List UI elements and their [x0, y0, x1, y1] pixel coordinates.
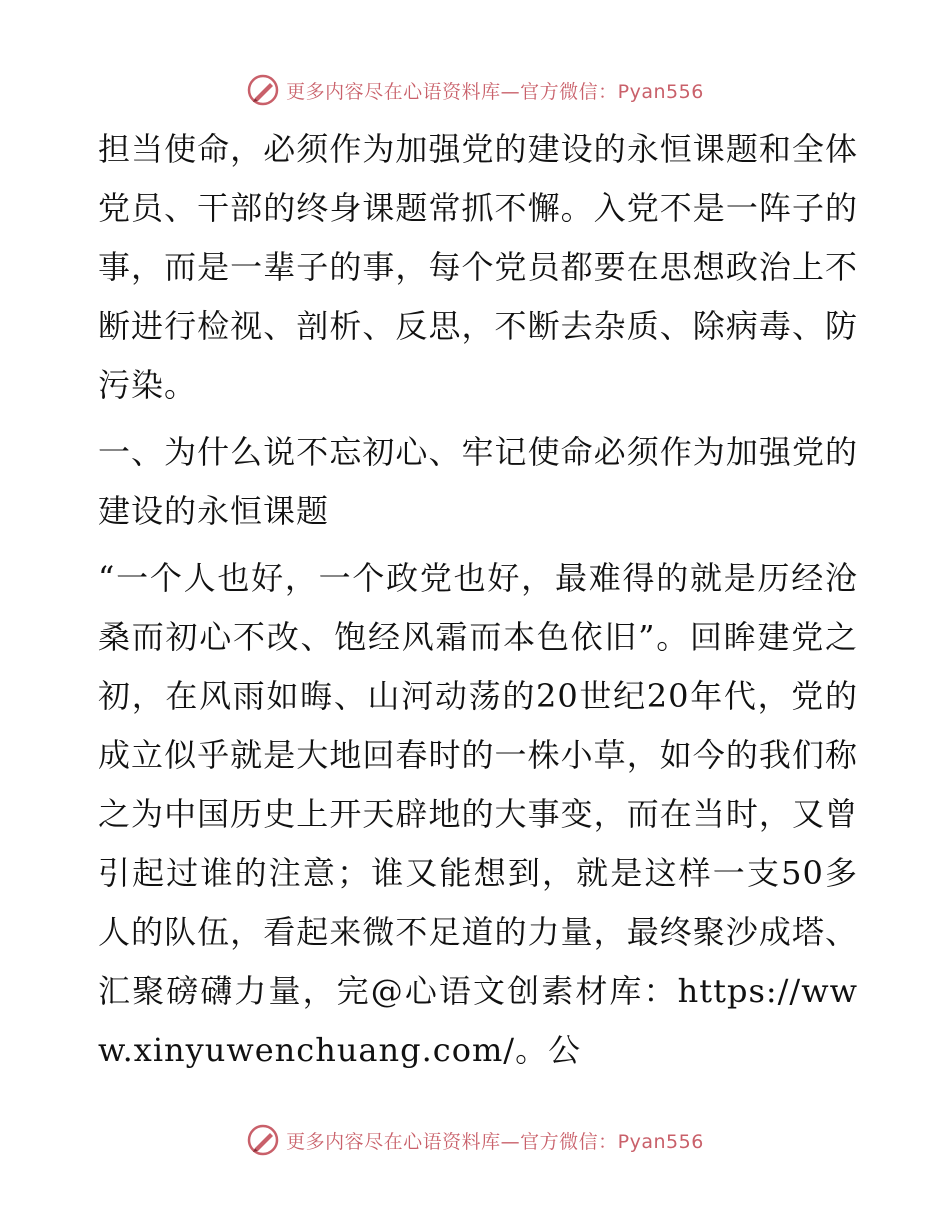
pen-circle-logo-icon	[246, 73, 280, 107]
paragraph-intro: 担当使命，必须作为加强党的建设的永恒课题和全体党员、干部的终身课题常抓不懈。入党不是一阵子的事，而是一辈子的事，每个党员都要在思想政治上不断进行检视、剖析、反思，不断去杂质、除病毒、防污染。	[98, 130, 858, 404]
pen-circle-logo-icon	[246, 1123, 280, 1157]
footer-banner-text: 更多内容尽在心语资料库—官方微信：Pyan556	[286, 1130, 704, 1153]
paragraph-body: “一个人也好，一个政党也好，最难得的就是历经沧桑而初心不改、饱经风霜而本色依旧”。回眸建党之初，在风雨如晦、山河动荡的20世纪20年代，党的成立似乎就是大地回春时的一株小草，如今的我们称之为中国历史上开天辟地的大事变，而在当时，又曾引起过谁的注意；谁又能想到，就是这样一支50多人的队伍，看起来微不足道的力量，最终聚沙成塔、汇聚磅礴力量，完@心语文创素材库：https://www.xinyuwenchuang.com/。公	[98, 559, 858, 1069]
section-heading: 一、为什么说不忘初心、牢记使命必须作为加强党的建设的永恒课题	[98, 433, 858, 530]
document-body	[98, 120, 858, 1080]
footer-watermark-banner	[0, 1120, 950, 1160]
header-watermark-banner	[0, 70, 950, 110]
header-banner-text: 更多内容尽在心语资料库—官方微信：Pyan556	[286, 80, 704, 103]
